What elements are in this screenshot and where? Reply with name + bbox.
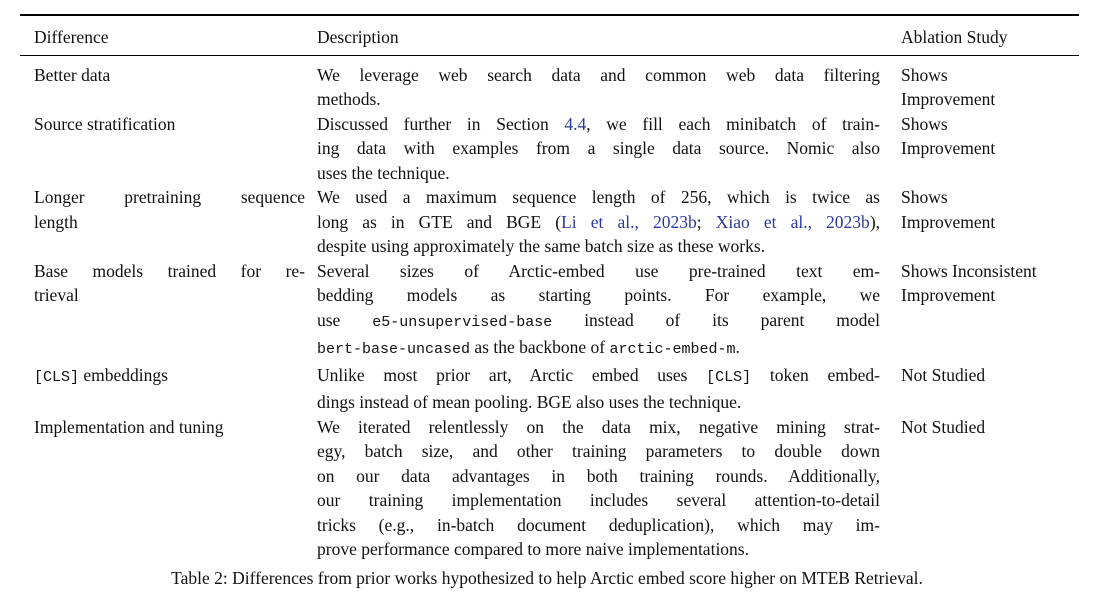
text-line bbox=[317, 363, 880, 391]
difference-cell bbox=[20, 63, 317, 88]
code-text: e5-unsupervised-base bbox=[372, 313, 553, 331]
text-line bbox=[317, 283, 880, 308]
text-line bbox=[317, 259, 880, 284]
text-line bbox=[34, 112, 305, 137]
text-line bbox=[34, 363, 305, 391]
table-caption: Table 2: Differences from prior works hypothesized to help Arctic embed score higher on MTEB Retrieval. bbox=[171, 568, 923, 588]
text-line bbox=[317, 537, 880, 562]
ablation-cell bbox=[901, 363, 1079, 388]
text-run: We iterated relentlessly on the data mix, negative mining strat- bbox=[317, 416, 880, 437]
description-cell bbox=[317, 63, 901, 112]
text-run: length bbox=[34, 211, 78, 232]
text-line bbox=[317, 488, 880, 513]
ablation-text: Shows bbox=[901, 187, 948, 207]
text-line bbox=[317, 415, 880, 440]
column-header-difference: Difference bbox=[34, 27, 109, 47]
ablation-text: Improvement bbox=[901, 211, 996, 232]
table-row bbox=[20, 112, 1079, 186]
citation-link[interactable]: 4.4 bbox=[564, 113, 587, 134]
text-line bbox=[317, 439, 880, 464]
difference-cell bbox=[20, 112, 317, 137]
text-line bbox=[34, 210, 305, 235]
text-line bbox=[317, 513, 880, 538]
text-run: long as in GTE and BGE ( bbox=[317, 211, 562, 232]
text-run: uses the technique. bbox=[317, 162, 450, 183]
text-line bbox=[317, 335, 880, 363]
ablation-cell bbox=[901, 185, 1079, 234]
code-text: [CLS] bbox=[34, 368, 80, 386]
text-run: , we fill each minibatch of train- bbox=[586, 113, 880, 134]
text-line bbox=[317, 112, 880, 137]
citation-link[interactable]: Xiao et al., 2023b bbox=[715, 211, 870, 232]
description-cell bbox=[317, 415, 901, 562]
text-run: token embed- bbox=[751, 364, 880, 385]
text-run: We leverage web search data and common web data filtering bbox=[317, 64, 880, 85]
text-run: despite using approximately the same batch size as these works. bbox=[317, 236, 766, 256]
ablation-cell bbox=[901, 259, 1079, 308]
description-cell bbox=[317, 363, 901, 415]
text-line bbox=[317, 136, 880, 161]
table-header-row bbox=[20, 16, 1079, 56]
text-run: ), bbox=[869, 211, 881, 232]
text-run: use bbox=[317, 309, 373, 330]
ablation-text: Shows Inconsistent bbox=[901, 260, 1037, 281]
text-line bbox=[34, 283, 305, 308]
text-line bbox=[317, 87, 880, 112]
text-run: on our data advantages in both training rounds. Additionally, bbox=[317, 465, 880, 486]
text-run: Discussed further in Section bbox=[317, 113, 565, 134]
citation-link[interactable]: Li et al., 2023b bbox=[561, 211, 697, 232]
table-row bbox=[20, 415, 1079, 562]
text-line bbox=[317, 185, 880, 210]
differences-table bbox=[20, 14, 1079, 568]
text-run: methods. bbox=[317, 89, 381, 109]
description-cell bbox=[317, 259, 901, 363]
text-line bbox=[317, 234, 880, 259]
text-line bbox=[34, 259, 305, 284]
text-run: bedding models as starting points. For example, we bbox=[317, 285, 880, 305]
text-line bbox=[317, 464, 880, 489]
text-run: egy, batch size, and other training parameters to double down bbox=[317, 441, 880, 461]
ablation-text: Improvement bbox=[901, 285, 996, 305]
table-row bbox=[20, 259, 1079, 363]
ablation-cell bbox=[901, 63, 1079, 112]
ablation-text: Shows bbox=[901, 64, 948, 85]
table-row bbox=[20, 363, 1079, 415]
text-line bbox=[317, 63, 880, 88]
code-text: arctic-embed-m bbox=[609, 341, 736, 358]
table-row bbox=[20, 63, 1079, 112]
table-body bbox=[20, 56, 1079, 568]
text-run: Source stratification bbox=[34, 113, 176, 134]
ablation-text: Not Studied bbox=[901, 416, 986, 437]
difference-cell bbox=[20, 185, 317, 234]
difference-cell bbox=[20, 363, 317, 391]
ablation-text: Improvement bbox=[901, 138, 996, 158]
text-run: our training implementation includes several attention-to-detail bbox=[317, 490, 880, 510]
text-run: We used a maximum sequence length of 256, which is twice as bbox=[317, 187, 880, 207]
text-run: ing data with examples from a single data source. Nomic also bbox=[317, 138, 880, 158]
text-run: Base models trained for re- bbox=[34, 260, 305, 281]
text-line bbox=[34, 415, 305, 440]
text-run: ; bbox=[696, 211, 716, 232]
text-line bbox=[34, 185, 305, 210]
difference-cell bbox=[20, 259, 317, 308]
text-run: instead of its parent model bbox=[552, 309, 880, 330]
difference-cell bbox=[20, 415, 317, 440]
text-run: Better data bbox=[34, 64, 111, 85]
ablation-cell bbox=[901, 415, 1079, 440]
ablation-cell bbox=[901, 112, 1079, 161]
text-run: Implementation and tuning bbox=[34, 416, 224, 437]
table-row bbox=[20, 185, 1079, 259]
text-run: trieval bbox=[34, 285, 79, 305]
text-run: . bbox=[735, 337, 740, 357]
text-run: Several sizes of Arctic-embed use pre-trained text em- bbox=[317, 260, 880, 281]
ablation-text: Improvement bbox=[901, 89, 996, 109]
text-run: prove performance compared to more naive implementations. bbox=[317, 539, 749, 559]
code-text: bert-base-uncased bbox=[317, 341, 471, 358]
text-run: dings instead of mean pooling. BGE also uses the technique. bbox=[317, 392, 742, 412]
column-header-description: Description bbox=[317, 27, 399, 47]
text-run: tricks (e.g., in-batch document deduplication), which may im- bbox=[317, 514, 880, 535]
description-cell bbox=[317, 185, 901, 259]
text-run: Longer pretraining sequence bbox=[34, 187, 305, 207]
text-run: as the backbone of bbox=[470, 337, 610, 357]
text-line bbox=[317, 390, 880, 415]
text-line bbox=[317, 161, 880, 186]
ablation-text: Not Studied bbox=[901, 364, 986, 385]
description-cell bbox=[317, 112, 901, 186]
text-line bbox=[317, 308, 880, 336]
ablation-text: Shows bbox=[901, 113, 948, 134]
text-run: embeddings bbox=[79, 364, 168, 385]
text-line bbox=[34, 63, 305, 88]
text-line bbox=[317, 210, 880, 235]
code-text: [CLS] bbox=[706, 368, 752, 386]
text-run: Unlike most prior art, Arctic embed uses bbox=[317, 364, 707, 385]
column-header-ablation-study: Ablation Study bbox=[901, 27, 1008, 47]
